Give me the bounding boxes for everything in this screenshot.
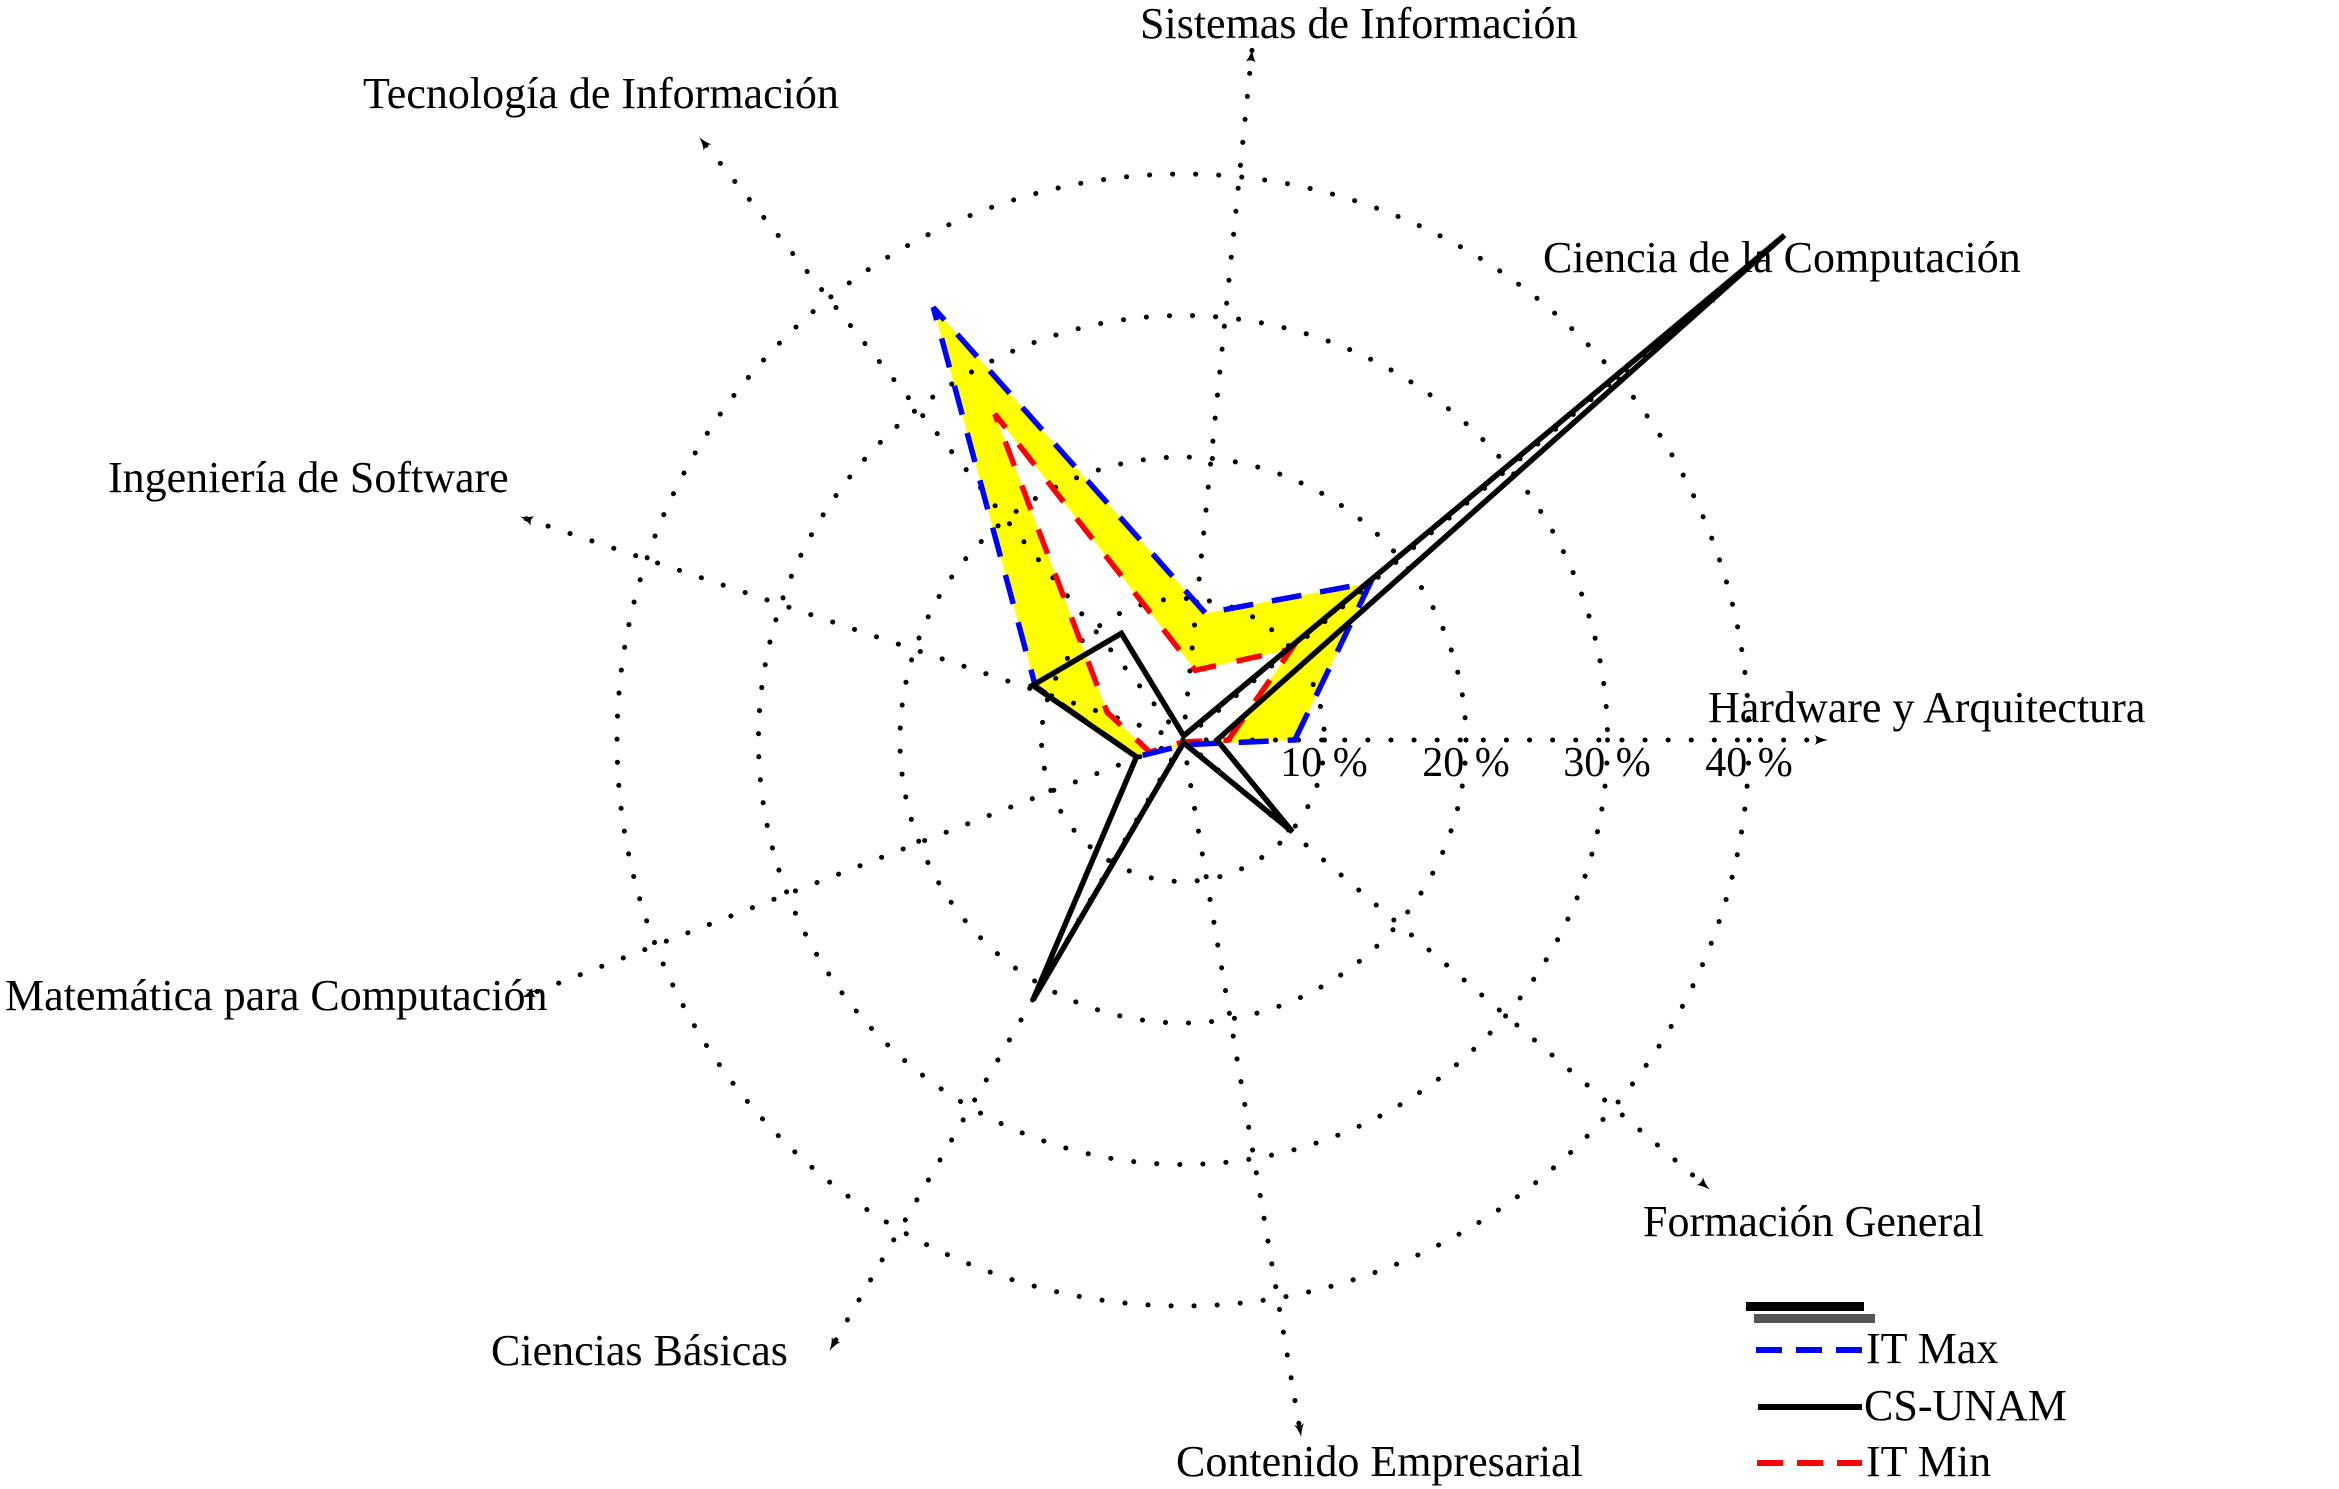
legend-label-it-max: IT Max [1866,1324,1999,1373]
legend-bar-1 [1754,1314,1875,1323]
axis-label: Ingeniería de Software [108,453,509,502]
axis-label: Formación General [1643,1197,1984,1246]
axis-label: Ciencias Básicas [491,1326,788,1375]
series-line-cs-unam [1033,235,1785,1000]
axis-label: Contenido Empresarial [1176,1437,1583,1486]
tick-label: 40 % [1705,740,1793,786]
tick-label: 30 % [1563,740,1651,786]
axis-label: Ciencia de la Computación [1543,233,2021,282]
band-fill-itmax-itmin [933,307,1370,757]
tick-label: 10 % [1280,740,1368,786]
axis-ray-200 [523,740,1183,997]
axis-label: Tecnología de Información [363,69,839,118]
axis-ray-120 [700,138,1183,740]
axis-label: Hardware y Arquitectura [1708,683,2146,732]
tick-label: 20 % [1422,740,1510,786]
axis-label: Matemática para Computación [5,971,548,1020]
legend-bar-0 [1746,1302,1864,1311]
legend-label-it-min: IT Min [1866,1437,1992,1486]
legend-label-cs-unam: CS-UNAM [1864,1381,2067,1430]
axis-ray-280 [1183,740,1301,1436]
axis-label: Sistemas de Información [1140,0,1578,48]
